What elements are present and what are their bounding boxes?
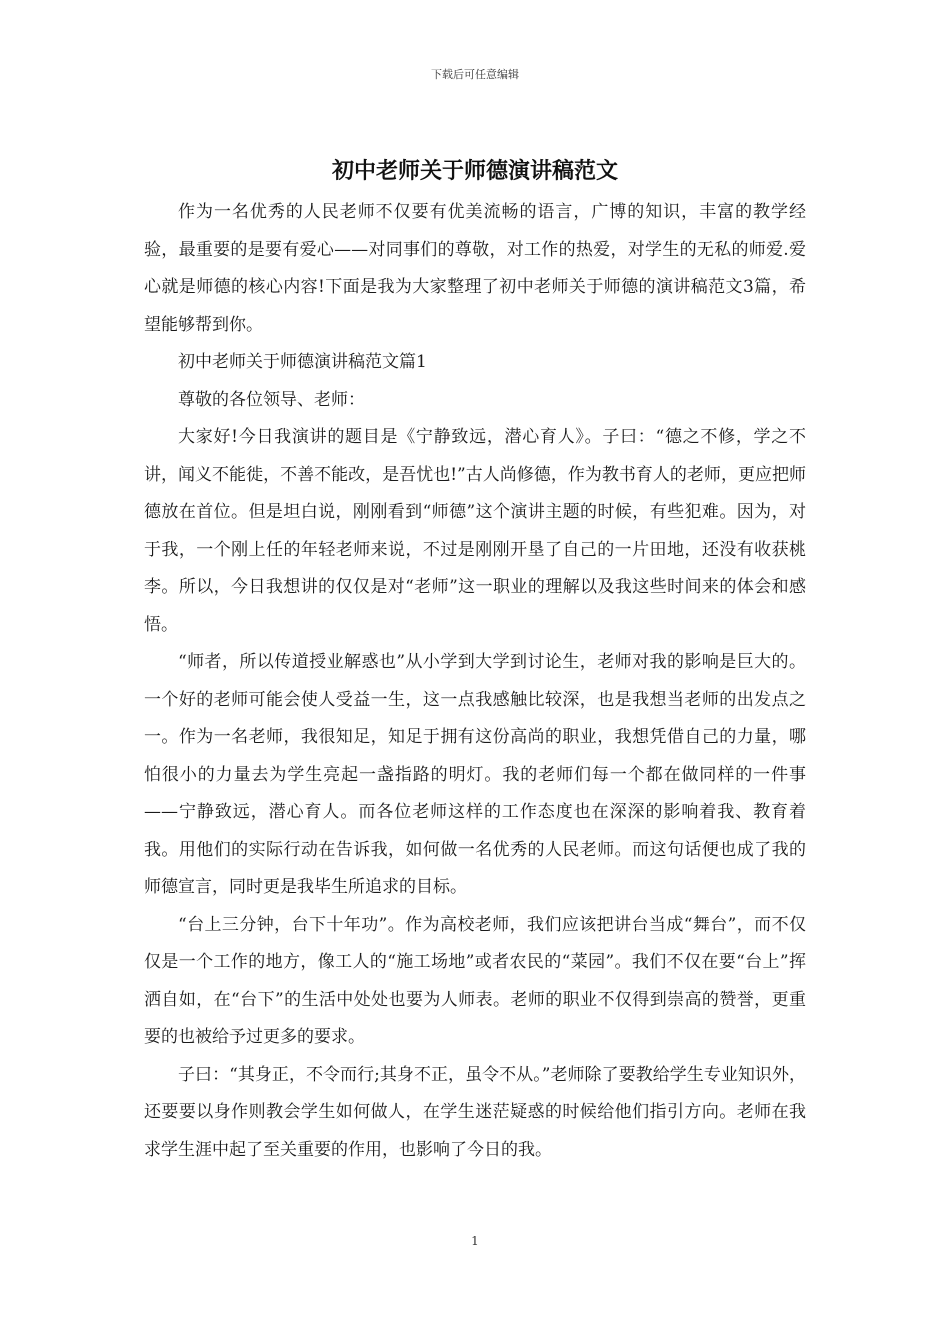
salutation: 尊敬的各位领导、老师： [178, 389, 365, 410]
page-header-note: 下载后可任意编辑 [431, 68, 519, 81]
document-title: 初中老师关于师德演讲稿范文 [331, 158, 618, 184]
intro-paragraph: 作为一名优秀的人民老师不仅要有优美流畅的语言，广博的知识，丰富的教学经验，最重要的是要有爱心——对同事们的尊敬，对工作的热爱，对学生的无私的师爱.爱心就是师德的核心内容!下面是我为大家整理了初中老师关于师德的演讲稿范文3篇，希望能够帮到你。 [144, 202, 806, 335]
body-paragraph: “台上三分钟，台下十年功”。作为高校老师，我们应该把讲台当成“舞台”，而不仅仅是一个工作的地方，像工人的“施工场地”或者农民的“菜园”。我们不仅在要“台上”挥洒自如，在“台下”的生活中处处也要为人师表。老师的职业不仅得到崇高的赞誉，更重要的也被给予过更多的要求。 [144, 914, 806, 1047]
document-body [144, 194, 806, 1169]
section-heading: 初中老师关于师德演讲稿范文篇1 [178, 352, 427, 372]
body-paragraph: “师者，所以传道授业解惑也”从小学到大学到讨论生，老师对我的影响是巨大的。一个好的老师可能会使人受益一生，这一点我感触比较深，也是我想当老师的出发点之一。作为一名老师，我很知足，知足于拥有这份高尚的职业，我想凭借自己的力量，哪怕很小的力量去为学生亮起一盏指路的明灯。我的老师们每一个都在做同样的一件事——宁静致远，潜心育人。而各位老师这样的工作态度也在深深的影响着我、教育着我。用他们的实际行动在告诉我，如何做一名优秀的人民老师。而这句话便也成了我的师德宣言，同时更是我毕生所追求的目标。 [144, 652, 806, 897]
body-paragraph: 大家好!今日我演讲的题目是《宁静致远，潜心育人》。子曰：“德之不修，学之不讲，闻义不能徙，不善不能改，是吾忧也!”古人尚修德，作为教书育人的老师，更应把师德放在首位。但是坦白说，刚刚看到“师德”这个演讲主题的时候，有些犯难。因为，对于我，一个刚上任的年轻老师来说，不过是刚刚开垦了自己的一片田地，还没有收获桃李。所以，今日我想讲的仅仅是对“老师”这一职业的理解以及我这些时间来的体会和感悟。 [144, 427, 806, 635]
body-paragraph: 子曰：“其身正，不令而行;其身不正，虽令不从。”老师除了要教给学生专业知识外，还要要以身作则教会学生如何做人，在学生迷茫疑惑的时候给他们指引方向。老师在我求学生涯中起了至关重要的作用，也影响了今日的我。 [144, 1064, 806, 1160]
page-number: 1 [471, 1234, 479, 1248]
